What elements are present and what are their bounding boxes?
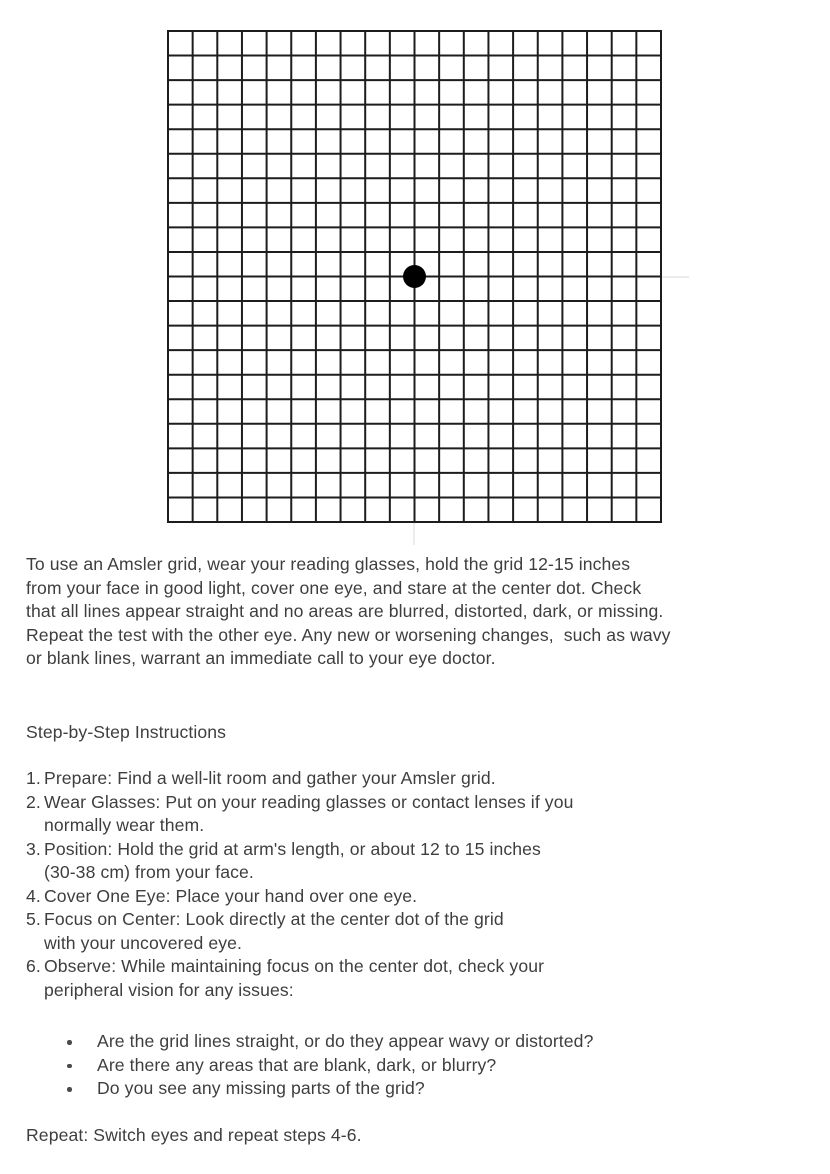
bullet-icon (67, 1087, 72, 1092)
step-text-line: (30-38 cm) from your face. (44, 862, 254, 882)
checklist-item (26, 1030, 593, 1054)
step-number: 5. (26, 909, 41, 929)
bullet-icon (67, 1064, 72, 1069)
amsler-grid-svg (167, 30, 662, 523)
step-text-line: Focus on Center: Look directly at the center dot of the grid (44, 909, 504, 929)
amsler-grid (167, 30, 662, 523)
step-text-line: Wear Glasses: Put on your reading glasses or contact lenses if you (44, 791, 574, 812)
step-item-5 (26, 908, 573, 955)
step-item-3 (26, 838, 573, 885)
step-text-line: Position: Hold the grid at arm's length, or about 12 to 15 inches (44, 838, 541, 859)
step-item-4 (26, 885, 573, 909)
repeat-note: Repeat: Switch eyes and repeat steps 4-6. (26, 1125, 362, 1145)
intro-line: from your face in good light, cover one eye, and stare at the center dot. Check (26, 577, 642, 598)
bullet-icon (67, 1040, 72, 1045)
step-item-6 (26, 955, 573, 1002)
section-heading: Step-by-Step Instructions (26, 722, 227, 742)
intro-line: Repeat the test with the other eye. Any new or worsening changes, such as wavy (26, 624, 671, 645)
step-text-line: Prepare: Find a well-lit room and gather your Amsler grid. (44, 768, 496, 788)
checklist-item (26, 1054, 593, 1078)
step-item-2 (26, 791, 573, 838)
crosshair-extension-right-icon (662, 276, 689, 278)
step-text-line: normally wear them. (44, 815, 205, 835)
observation-checklist (26, 1030, 593, 1101)
checklist-item (26, 1077, 593, 1101)
checklist-text: Are the grid lines straight, or do they appear wavy or distorted? (97, 1031, 594, 1051)
step-number: 2. (26, 791, 41, 812)
step-text-line: with your uncovered eye. (44, 932, 242, 953)
step-text-line: Observe: While maintaining focus on the center dot, check your (44, 956, 545, 976)
intro-line: or blank lines, warrant an immediate call to your eye doctor. (26, 648, 496, 668)
step-number: 3. (26, 838, 41, 859)
center-dot (403, 265, 426, 288)
checklist-text: Do you see any missing parts of the grid? (97, 1078, 425, 1098)
intro-line: that all lines appear straight and no areas are blurred, distorted, dark, or missing. (26, 601, 664, 621)
step-number: 1. (26, 768, 41, 788)
step-number: 6. (26, 956, 41, 976)
checklist-text: Are there any areas that are blank, dark, or blurry? (97, 1054, 497, 1075)
intro-paragraph (26, 553, 671, 671)
crosshair-extension-bottom-icon (413, 523, 415, 545)
intro-line: To use an Amsler grid, wear your reading glasses, hold the grid 12-15 inches (26, 554, 631, 574)
step-number: 4. (26, 885, 41, 906)
step-text-line: peripheral vision for any issues: (44, 979, 294, 1000)
step-item-1 (26, 767, 573, 791)
steps-list (26, 767, 573, 1002)
step-text-line: Cover One Eye: Place your hand over one eye. (44, 885, 418, 906)
